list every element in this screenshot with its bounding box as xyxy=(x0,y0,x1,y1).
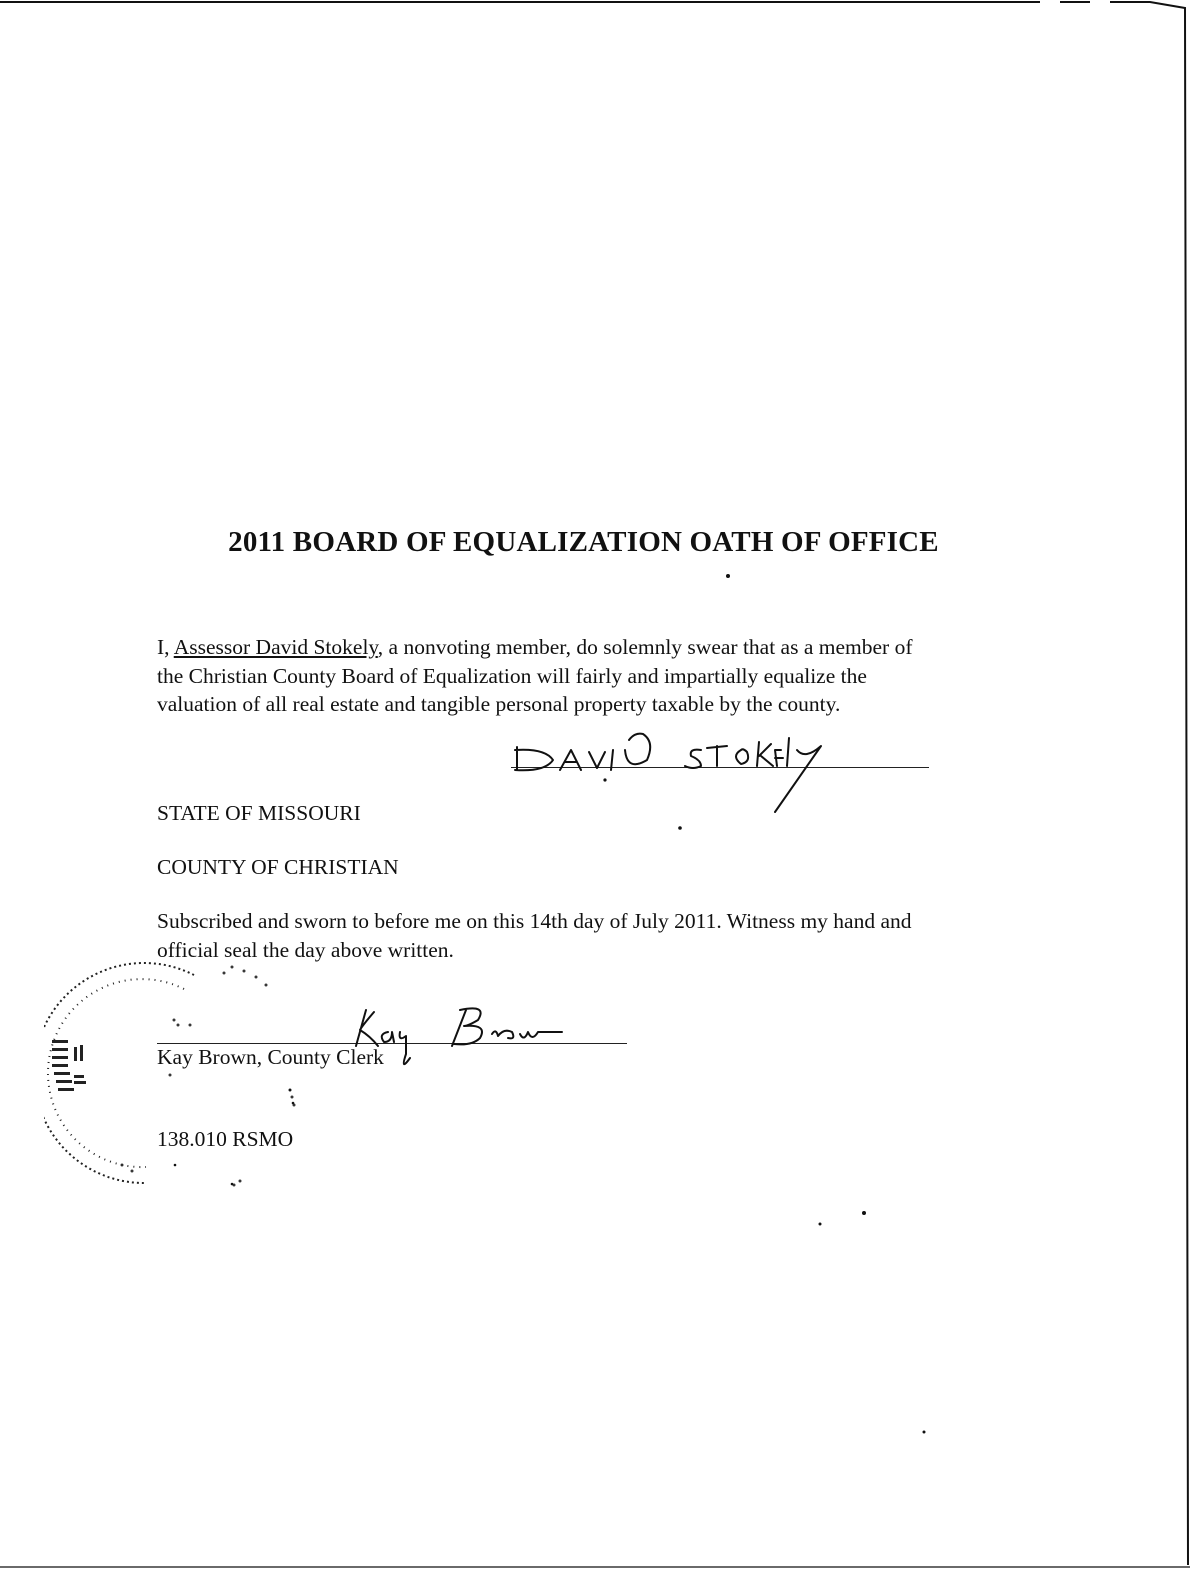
oath-line-2: the Christian County Board of Equalization will fairly and impartially equalize the xyxy=(157,663,867,688)
assessor-signature-line xyxy=(511,767,929,768)
statute-reference: 138.010 RSMO xyxy=(157,1127,294,1151)
oath-prefix: I, xyxy=(157,635,174,659)
oath-member-name: Assessor David Stokely xyxy=(173,635,378,659)
oath-paragraph xyxy=(157,633,1037,719)
clerk-signature-line xyxy=(157,1043,627,1044)
subscribed-line-2: official seal the day above written. xyxy=(157,937,454,962)
subscribed-line-1: Subscribed and sworn to before me on this 14th day of July 2011. Witness my hand and xyxy=(157,909,912,933)
document-title: 2011 BOARD OF EQUALIZATION OATH OF OFFICE xyxy=(228,526,939,558)
subscribed-paragraph xyxy=(157,907,912,964)
state-label: STATE OF MISSOURI xyxy=(157,801,361,825)
assessor-signature xyxy=(505,712,835,827)
oath-line-3: valuation of all real estate and tangible personal property taxable by the county. xyxy=(157,692,841,716)
county-seal-icon xyxy=(44,945,304,1195)
county-label: COUNTY OF CHRISTIAN xyxy=(157,855,399,879)
clerk-label: Kay Brown, County Clerk xyxy=(157,1045,384,1069)
oath-line-1-suffix: , a nonvoting member, do solemnly swear that as a member of xyxy=(377,635,913,659)
oath-line-1 xyxy=(157,633,1037,662)
